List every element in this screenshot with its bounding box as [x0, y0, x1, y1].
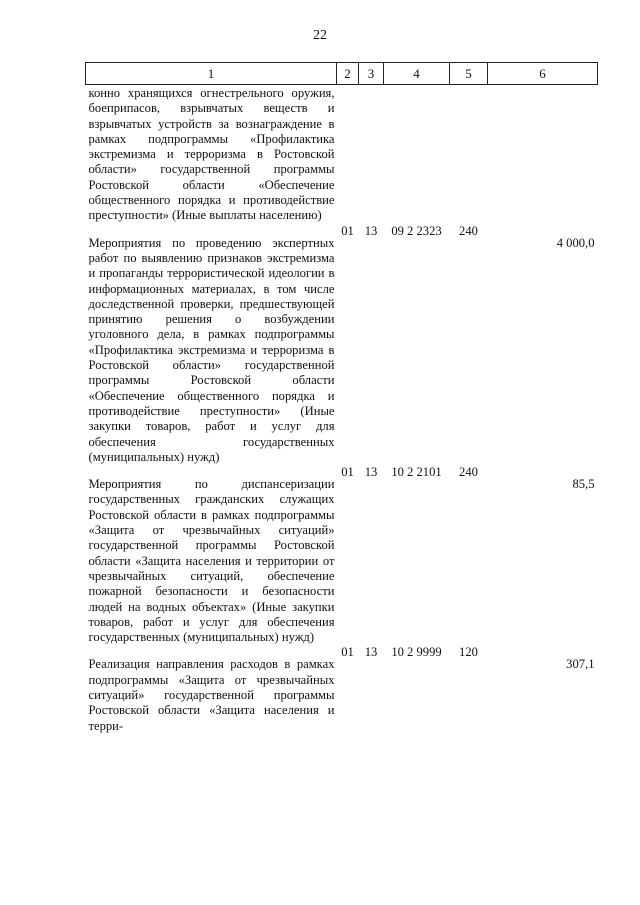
row-expense-type-code: 240: [459, 465, 478, 480]
row-expense-type-code: 120: [459, 645, 478, 660]
row-section-code: 01: [341, 223, 354, 238]
table-row: [86, 85, 598, 224]
row-description: конно хранящихся огнестрельного оружия, боеприпасов, взрывчатых веществ и взрывчатых устройств за вознаграждение в рамках подпрограммы «Профилактика экстремизма и терроризма в Ростовской области» государственной программы Ростовской области «Обеспечение общественного порядка и противодействие преступности» (Иные выплаты населению): [88, 86, 335, 223]
row-amount: 307,1: [566, 657, 595, 672]
column-header-4: 4: [384, 63, 450, 85]
column-header-6: 6: [488, 63, 598, 85]
row-subsection-code: 13: [364, 465, 378, 480]
row-target-article-code: 09 2 2323: [391, 223, 442, 238]
table-row: [86, 465, 598, 645]
table-header: [86, 63, 598, 85]
row-description: Мероприятия по проведению экспертных работ по выявлению признаков экстремизма и пропаганды террористической идеологии в информационных материалах, в том числе доследственной проверки, предшествующей принятию решения о возбуждении уголовного дела, в рамках подпрограммы «Профилактика экстремизма и терроризма в Ростовской области» государственной программы Ростовской области «Обеспечение общественного порядка и противодействие преступности» (Иные закупки товаров, работ и услуг для обеспечения государственных (муниципальных) нужд): [88, 235, 335, 464]
row-description: Мероприятия по диспансеризации государственных гражданских служащих Ростовской области в рамках подпрограммы «Защита от чрезвычайных ситуаций» государственной программы Ростовской области «Защита населения и территории от чрезвычайных ситуаций, обеспечение пожарной безопасности и безопасности людей на водных объектах» (Иные закупки товаров, работ и услуг для обеспечения государственных (муниципальных) нужд): [88, 477, 335, 645]
column-header-1: 1: [86, 63, 337, 85]
row-section-code: 01: [341, 645, 354, 660]
row-section-code: [337, 85, 359, 224]
column-header-3: 3: [359, 63, 384, 85]
page-number: 22: [313, 28, 327, 43]
column-header-2: 2: [337, 63, 359, 85]
row-subsection-code: 13: [364, 223, 378, 238]
row-target-article-code: 10 2 9999: [391, 645, 442, 660]
row-section-code: 01: [341, 465, 354, 480]
table-row: [86, 224, 598, 465]
table-row: [86, 645, 598, 733]
row-amount: 85,5: [572, 477, 595, 492]
row-subsection-code: 13: [364, 645, 378, 660]
row-target-article-code: [384, 85, 450, 224]
row-subsection-code: [359, 85, 384, 224]
row-target-article-code: 10 2 2101: [391, 465, 442, 480]
row-expense-type-code: [450, 85, 488, 224]
column-header-5: 5: [450, 63, 488, 85]
row-expense-type-code: 240: [459, 223, 478, 238]
budget-table: [85, 62, 598, 734]
row-amount: 4 000,0: [556, 235, 595, 250]
row-description: Реализация направления расходов в рамках подпрограммы «Защита от чрезвычайных ситуаций» государственной программы Ростовской области «Защита населения и терри-: [88, 657, 335, 733]
row-amount: [488, 85, 598, 224]
